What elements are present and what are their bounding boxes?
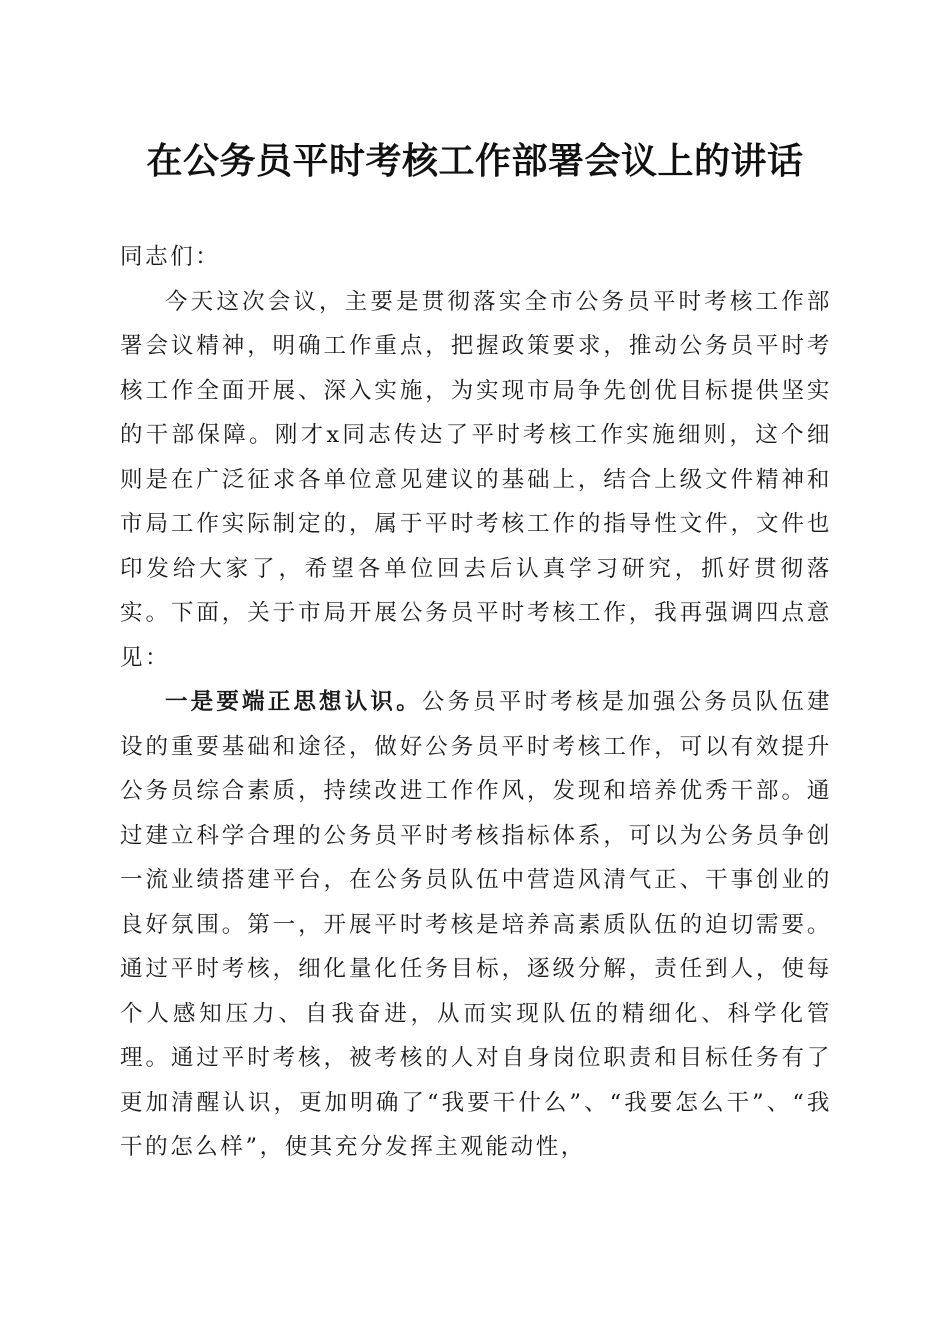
paragraph-intro: 今天这次会议，主要是贯彻落实全市公务员平时考核工作部署会议精神，明确工作重点，把握政策要求，推动公务员平时考核工作全面开展、深入实施，为实现市局争先创优目标提供坚实的干部保障。刚才x同志传达了平时考核工作实施细则，这个细则是在广泛征求各单位意见建议的基础上，结合上级文件精神和市局工作实际制定的，属于平时考核工作的指导性文件，文件也印发给大家了，希望各单位回去后认真学习研究，抓好贯彻落实。下面，关于市局开展公务员平时考核工作，我再强调四点意见： — [120, 288, 832, 671]
document-title: 在公务员平时考核工作部署会议上的讲话 — [146, 140, 804, 182]
paragraph-point-one — [120, 680, 832, 1170]
paragraph-point-one-heading: 一是要端正思想认识。 — [165, 689, 422, 715]
document-body — [120, 235, 832, 1170]
salutation: 同志们： — [120, 244, 221, 270]
paragraph-point-one-body: 公务员平时考核是加强公务员队伍建设的重要基础和途径，做好公务员平时考核工作，可以有效提升公务员综合素质，持续改进工作作风，发现和培养优秀干部。通过建立科学合理的公务员平时考核指标体系，可以为公务员争创一流业绩搭建平台，在公务员队伍中营造风清气正、干事创业的良好氛围。第一，开展平时考核是培养高素质队伍的迫切需要。通过平时考核，细化量化任务目标，逐级分解，责任到人，使每个人感知压力、自我奋进，从而实现队伍的精细化、科学化管理。通过平时考核，被考核的人对自身岗位职责和目标任务有了更加清醒认识，更加明确了“我要干什么”、“我要怎么干”、“我干的怎么样”，使其充分发挥主观能动性， — [120, 689, 832, 1160]
